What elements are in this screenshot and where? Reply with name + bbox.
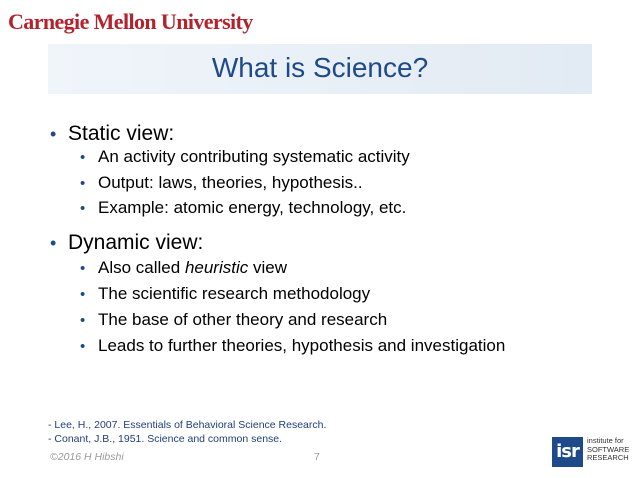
isr-line: RESEARCH [587, 453, 629, 462]
references [48, 418, 326, 446]
bullet-icon: • [50, 124, 57, 144]
bullet-icon: • [50, 233, 57, 253]
isr-logo-text [587, 437, 629, 463]
bullet-icon: • [80, 149, 86, 166]
isr-line: SOFTWARE [587, 444, 630, 454]
university-wordmark: Carnegie Mellon University [8, 9, 253, 34]
list-item-text: Leads to further theories, hypothesis and investigation [98, 336, 506, 355]
bullet-icon: • [80, 338, 86, 355]
list-item-text: The scientific research methodology [98, 284, 371, 303]
footer-copyright: ©2016 H Hibshi [50, 451, 124, 463]
section-label: Dynamic view: [68, 231, 204, 254]
list-item-emphasis: heuristic [184, 258, 249, 277]
list-item [80, 198, 406, 218]
list-item-text-before: Also called [98, 258, 185, 277]
bullet-icon: • [80, 175, 86, 192]
list-item-text: The base of other theory and research [98, 310, 388, 329]
page-number: 7 [314, 451, 320, 463]
reference-item: - Conant, J.B., 1951. Science and common sense. [48, 433, 283, 445]
list-item-text: Output: laws, theories, hypothesis.. [98, 173, 363, 192]
slide-title: What is Science? [211, 52, 429, 83]
isr-mark-icon: isr [552, 437, 583, 467]
list-item-text: Example: atomic energy, technology, etc. [98, 198, 407, 217]
title-band [48, 44, 592, 94]
bullet-icon: • [80, 200, 86, 217]
list-item [80, 147, 410, 167]
section-label: Static view: [68, 122, 175, 145]
list-item [80, 284, 370, 304]
isr-line: institute for [587, 436, 624, 445]
section-dynamic-view [50, 231, 203, 255]
bullet-icon: • [80, 260, 86, 277]
list-item [80, 258, 287, 278]
bullet-icon: • [80, 312, 86, 329]
list-item [80, 310, 387, 330]
list-item-text-after: view [248, 258, 287, 277]
list-item-text: An activity contributing systematic activity [98, 147, 410, 166]
reference-item: - Lee, H., 2007. Essentials of Behavioral Science Research. [48, 419, 327, 431]
list-item [80, 336, 505, 356]
section-static-view [50, 122, 174, 146]
list-item [80, 173, 363, 193]
isr-logo [552, 437, 632, 471]
bullet-icon: • [80, 286, 86, 303]
